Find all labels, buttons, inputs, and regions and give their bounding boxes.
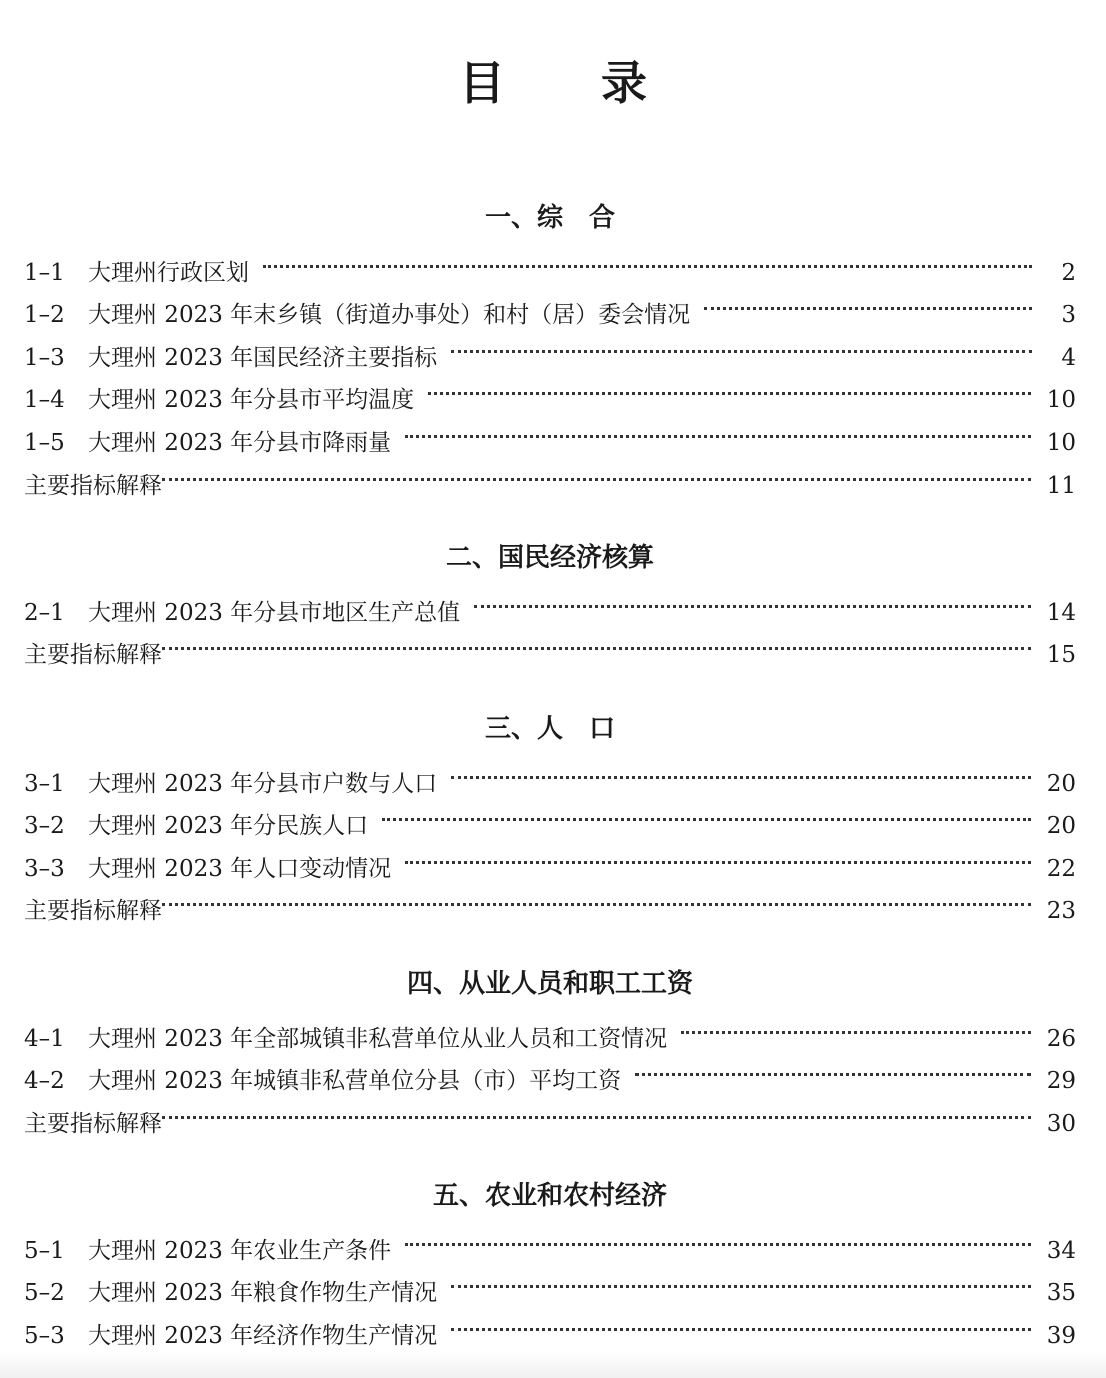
entry-page-number: 14 — [1046, 599, 1076, 626]
dot-leader — [405, 1215, 1031, 1258]
dot-leader — [451, 1258, 1031, 1301]
entry-title: 大理州 2023 年粮食作物生产情况 — [88, 1280, 438, 1307]
dot-leader — [681, 1003, 1031, 1046]
entry-page-number: 22 — [1046, 855, 1076, 882]
dot-leader — [405, 407, 1031, 450]
toc-entry-indicator-notes[interactable] — [24, 450, 1076, 499]
entry-title: 大理州 2023 年国民经济主要指标 — [88, 344, 438, 371]
page-bottom-shadow — [0, 1350, 1106, 1378]
entry-title: 大理州 2023 年分县市户数与人口 — [88, 770, 438, 797]
entry-title: 主要指标解释 — [24, 898, 162, 925]
entry-page-number: 35 — [1046, 1280, 1076, 1307]
dot-leader — [162, 450, 1031, 493]
dot-leader — [263, 237, 1032, 280]
entry-number: 1–2 — [24, 302, 65, 329]
toc-entry[interactable] — [24, 748, 1076, 797]
entry-title: 大理州 2023 年分县市平均温度 — [88, 387, 415, 414]
entry-title: 大理州行政区划 — [88, 259, 249, 286]
page-title: 目 录 — [458, 56, 687, 110]
entry-title: 主要指标解释 — [24, 472, 162, 499]
dot-leader — [428, 365, 1031, 408]
entry-number: 5–2 — [24, 1280, 65, 1307]
entry-page-number: 20 — [1046, 813, 1076, 840]
entry-page-number: 26 — [1046, 1025, 1076, 1052]
entry-page-number: 23 — [1046, 898, 1076, 925]
entry-page-number: 3 — [1061, 302, 1076, 329]
dot-leader — [635, 1046, 1031, 1089]
entry-page-number: 15 — [1046, 642, 1076, 669]
entry-page-number: 29 — [1046, 1068, 1076, 1095]
entry-page-number: 34 — [1046, 1237, 1076, 1264]
section-heading: 四、从业人员和职工工资 — [406, 969, 693, 999]
toc-entry-indicator-notes[interactable] — [24, 1088, 1076, 1137]
dot-leader — [405, 833, 1031, 876]
entry-number: 1–4 — [24, 387, 65, 414]
entry-title: 大理州 2023 年经济作物生产情况 — [88, 1322, 438, 1349]
dot-leader — [382, 791, 1031, 834]
section-heading: 二、国民经济核算 — [445, 543, 654, 573]
entry-title: 大理州 2023 年城镇非私营单位分县（市）平均工资 — [88, 1068, 622, 1095]
toc-section-employment-wages — [24, 965, 1076, 1137]
entry-number: 2–1 — [24, 599, 65, 626]
toc-entry[interactable] — [24, 1003, 1076, 1052]
dot-leader — [162, 1088, 1031, 1131]
toc-section-general — [24, 199, 1076, 499]
entry-number: 5–1 — [24, 1237, 65, 1264]
entry-page-number: 2 — [1061, 259, 1076, 286]
entry-page-number: 30 — [1046, 1110, 1076, 1137]
entry-page-number: 11 — [1046, 472, 1076, 499]
entry-number: 1–3 — [24, 344, 65, 371]
entry-page-number: 20 — [1046, 770, 1076, 797]
entry-title: 大理州 2023 年末乡镇（街道办事处）和村（居）委会情况 — [88, 302, 691, 329]
entry-title: 主要指标解释 — [24, 1110, 162, 1137]
toc-entry-indicator-notes[interactable] — [24, 620, 1076, 669]
toc-entry[interactable] — [24, 1215, 1076, 1264]
dot-leader — [704, 280, 1032, 323]
dot-leader — [451, 748, 1031, 791]
entry-page-number: 4 — [1061, 344, 1076, 371]
entry-title: 主要指标解释 — [24, 642, 162, 669]
entry-title: 大理州 2023 年分县市降雨量 — [88, 429, 392, 456]
entry-title: 大理州 2023 年农业生产条件 — [88, 1237, 392, 1264]
entry-title: 大理州 2023 年分县市地区生产总值 — [88, 599, 461, 626]
entry-number: 5–3 — [24, 1322, 65, 1349]
dot-leader — [162, 876, 1031, 919]
entry-page-number: 10 — [1046, 429, 1076, 456]
dot-leader — [451, 322, 1032, 365]
toc-section-national-accounts — [24, 539, 1076, 669]
toc-section-agriculture — [24, 1177, 1076, 1349]
entry-number: 1–1 — [24, 259, 65, 286]
section-heading: 五、农业和农村经济 — [432, 1181, 667, 1211]
dot-leader — [474, 577, 1031, 620]
toc-entry[interactable] — [24, 237, 1076, 286]
entry-title: 大理州 2023 年分民族人口 — [88, 813, 369, 840]
entry-number: 3–2 — [24, 813, 65, 840]
toc-entry-indicator-notes[interactable] — [24, 876, 1076, 925]
dot-leader — [162, 620, 1031, 663]
dot-leader — [451, 1300, 1031, 1343]
section-heading: 一、综 合 — [484, 203, 615, 233]
entry-number: 4–1 — [24, 1025, 65, 1052]
entry-title: 大理州 2023 年全部城镇非私营单位从业人员和工资情况 — [88, 1025, 668, 1052]
entry-number: 4–2 — [24, 1068, 65, 1095]
entry-number: 3–3 — [24, 855, 65, 882]
toc-entry[interactable] — [24, 577, 1076, 626]
section-heading: 三、人 口 — [484, 714, 615, 744]
entry-page-number: 10 — [1046, 387, 1076, 414]
entry-number: 3–1 — [24, 770, 65, 797]
entry-page-number: 39 — [1046, 1322, 1076, 1349]
toc-section-population — [24, 710, 1076, 925]
entry-number: 1–5 — [24, 429, 65, 456]
entry-title: 大理州 2023 年人口变动情况 — [88, 855, 392, 882]
